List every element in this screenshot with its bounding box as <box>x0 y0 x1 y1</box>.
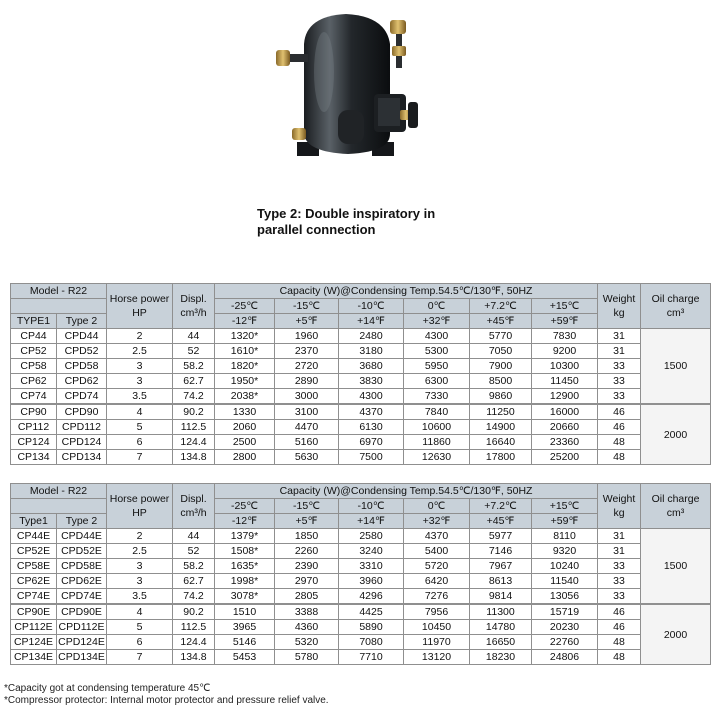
temp-c: +15℃ <box>532 499 598 514</box>
capacity-cell: 2970 <box>275 574 339 589</box>
capacity-cell: 1610* <box>215 344 275 359</box>
type2-cell: CPD124E <box>58 636 105 648</box>
capacity-cell: 2805 <box>275 589 339 605</box>
capacity-cell: 3240 <box>339 544 404 559</box>
model-header-spacer <box>11 299 107 314</box>
caption-line-1: Type 2: Double inspiratory in <box>257 206 436 221</box>
capacity-cell: 9320 <box>532 544 598 559</box>
model-header: Model - R22 <box>11 284 107 299</box>
oil-charge-cell: 1500 <box>641 329 711 405</box>
table-row <box>11 529 711 544</box>
temp-f: +32℉ <box>404 514 470 529</box>
table-row <box>11 635 711 650</box>
table-row <box>11 620 711 635</box>
hp-cell: 7 <box>107 650 173 665</box>
table-row <box>11 559 711 574</box>
type2-header: Type 2 <box>57 514 107 529</box>
type1-cell: CP52E <box>11 544 57 559</box>
weight-cell: 33 <box>598 389 641 405</box>
model-header: Model - R22 <box>11 484 107 499</box>
table-row <box>11 404 711 420</box>
capacity-cell: 11450 <box>532 374 598 389</box>
type1-cell: CP44E <box>11 529 57 544</box>
weight-cell: 31 <box>598 529 641 544</box>
weight-header: Weight kg <box>598 284 641 329</box>
hp-cell: 2 <box>107 529 173 544</box>
temp-c: 0℃ <box>404 299 470 314</box>
weight-cell: 33 <box>598 574 641 589</box>
compressor-photo <box>262 2 442 170</box>
capacity-cell: 7710 <box>339 650 404 665</box>
oil-charge-cell: 1500 <box>641 529 711 605</box>
capacity-cell: 6130 <box>339 420 404 435</box>
hp-cell: 6 <box>107 435 173 450</box>
capacity-cell: 5977 <box>470 529 532 544</box>
capacity-cell: 5780 <box>275 650 339 665</box>
capacity-cell: 3965 <box>215 620 275 635</box>
capacity-cell: 5720 <box>404 559 470 574</box>
type1-cell: CP90E <box>11 604 57 620</box>
capacity-cell: 6420 <box>404 574 470 589</box>
capacity-cell: 2260 <box>275 544 339 559</box>
capacity-cell: 1510 <box>215 604 275 620</box>
capacity-cell: 1998* <box>215 574 275 589</box>
capacity-cell: 3100 <box>275 404 339 420</box>
oil-charge-cell: 2000 <box>641 604 711 665</box>
hp-cell: 4 <box>107 604 173 620</box>
table-row <box>11 374 711 389</box>
type2-cell: CPD44 <box>57 329 107 344</box>
capacity-cell: 2890 <box>275 374 339 389</box>
temp-f: +14℉ <box>339 514 404 529</box>
type1-cell: CP52 <box>11 344 57 359</box>
weight-cell: 33 <box>598 559 641 574</box>
hp-cell: 6 <box>107 635 173 650</box>
capacity-cell: 11970 <box>404 635 470 650</box>
capacity-cell: 3960 <box>339 574 404 589</box>
type2-cell: CPD62E <box>57 574 107 589</box>
capacity-cell: 3000 <box>275 389 339 405</box>
capacity-cell: 11300 <box>470 604 532 620</box>
capacity-cell: 5160 <box>275 435 339 450</box>
type1-cell: CP62E <box>11 574 57 589</box>
displ-cell: 124.4 <box>173 635 215 650</box>
weight-cell: 48 <box>598 450 641 465</box>
table-row <box>11 420 711 435</box>
footnote: *Capacity got at condensing temperature 45℃ <box>4 683 211 694</box>
type1-cell: CP124 <box>11 435 57 450</box>
capacity-cell: 11540 <box>532 574 598 589</box>
temp-f: +5℉ <box>275 514 339 529</box>
capacity-cell: 5400 <box>404 544 470 559</box>
table-row <box>11 344 711 359</box>
hp-cell: 3 <box>107 574 173 589</box>
displ-cell: 52 <box>173 344 215 359</box>
capacity-cell: 2038* <box>215 389 275 405</box>
temp-f: +45℉ <box>470 514 532 529</box>
capacity-cell: 5146 <box>215 635 275 650</box>
capacity-cell: 20230 <box>532 620 598 635</box>
capacity-cell: 16650 <box>470 635 532 650</box>
capacity-cell: 10600 <box>404 420 470 435</box>
displ-cell: 62.7 <box>173 374 215 389</box>
capacity-cell: 7956 <box>404 604 470 620</box>
capacity-cell: 2390 <box>275 559 339 574</box>
type1-cell: CP62 <box>11 374 57 389</box>
table-row <box>11 329 711 344</box>
type1-cell: CP90 <box>11 404 57 420</box>
capacity-cell: 11250 <box>470 404 532 420</box>
capacity-cell: 5770 <box>470 329 532 344</box>
capacity-cell: 2370 <box>275 344 339 359</box>
temp-f: +14℉ <box>339 314 404 329</box>
capacity-cell: 10240 <box>532 559 598 574</box>
displ-cell: 62.7 <box>173 574 215 589</box>
capacity-cell: 7330 <box>404 389 470 405</box>
capacity-cell: 5453 <box>215 650 275 665</box>
type1-cell: CP74E <box>11 589 57 605</box>
capacity-cell: 12630 <box>404 450 470 465</box>
type2-cell: CPD90E <box>57 604 107 620</box>
temp-f: +59℉ <box>532 514 598 529</box>
hp-cell: 3 <box>107 359 173 374</box>
capacity-cell: 7276 <box>404 589 470 605</box>
capacity-cell: 8613 <box>470 574 532 589</box>
capacity-cell: 23360 <box>532 435 598 450</box>
model-header-spacer <box>11 499 107 514</box>
capacity-cell: 4370 <box>404 529 470 544</box>
weight-cell: 48 <box>598 435 641 450</box>
temp-c: +7.2℃ <box>470 299 532 314</box>
capacity-cell: 16640 <box>470 435 532 450</box>
weight-cell: 31 <box>598 344 641 359</box>
displ-cell: 90.2 <box>173 604 215 620</box>
displ-header: Displ. cm³/h <box>173 484 215 529</box>
temp-f: -12℉ <box>215 514 275 529</box>
temp-c: -10℃ <box>339 499 404 514</box>
temp-f: +59℉ <box>532 314 598 329</box>
type2-cell: CPD58E <box>57 559 107 574</box>
table-row <box>11 435 711 450</box>
spec-table-standard <box>10 283 711 465</box>
capacity-cell: 7050 <box>470 344 532 359</box>
weight-header: Weight kg <box>598 484 641 529</box>
capacity-cell: 24806 <box>532 650 598 665</box>
type2-cell: CPD134E <box>58 651 105 663</box>
capacity-cell: 13056 <box>532 589 598 605</box>
type2-cell: CPD90 <box>57 404 107 420</box>
type1-header: TYPE1 <box>11 314 57 329</box>
capacity-cell: 9200 <box>532 344 598 359</box>
capacity-cell: 9814 <box>470 589 532 605</box>
capacity-cell: 1330 <box>215 404 275 420</box>
temp-c: -15℃ <box>275 299 339 314</box>
type1-cell: CP74 <box>11 389 57 405</box>
capacity-cell: 4360 <box>275 620 339 635</box>
hp-header: Horse power HP <box>107 284 173 329</box>
capacity-cell: 2720 <box>275 359 339 374</box>
table-row <box>11 389 711 405</box>
spec-table-e-series <box>10 483 711 665</box>
capacity-cell: 8500 <box>470 374 532 389</box>
capacity-cell: 15719 <box>532 604 598 620</box>
capacity-cell: 3078* <box>215 589 275 605</box>
hp-cell: 5 <box>107 620 173 635</box>
type2-cell: CPD58 <box>57 359 107 374</box>
footnotes <box>4 683 329 707</box>
capacity-cell: 6970 <box>339 435 404 450</box>
capacity-cell: 13120 <box>404 650 470 665</box>
capacity-cell: 2480 <box>339 329 404 344</box>
type1-cell: CP58E <box>11 559 57 574</box>
displ-header: Displ. cm³/h <box>173 284 215 329</box>
table-row <box>11 650 711 665</box>
type2-cell: CPD44E <box>57 529 107 544</box>
temp-c: -10℃ <box>339 299 404 314</box>
weight-cell: 33 <box>598 374 641 389</box>
type2-cell: CPD62 <box>57 374 107 389</box>
type2-header: Type 2 <box>57 314 107 329</box>
temp-c: 0℃ <box>404 499 470 514</box>
capacity-cell: 25200 <box>532 450 598 465</box>
displ-cell: 112.5 <box>173 420 215 435</box>
weight-cell: 48 <box>598 635 641 650</box>
table-body <box>11 329 711 465</box>
hp-cell: 3.5 <box>107 589 173 605</box>
type1-cell: CP112E <box>11 620 57 635</box>
capacity-cell: 10450 <box>404 620 470 635</box>
capacity-cell: 9860 <box>470 389 532 405</box>
hp-cell: 2 <box>107 329 173 344</box>
hp-cell: 3 <box>107 559 173 574</box>
capacity-cell: 22760 <box>532 635 598 650</box>
capacity-header: Capacity (W)@Condensing Temp.54.5℃/130℉, 50HZ <box>215 484 598 499</box>
capacity-cell: 4300 <box>339 389 404 405</box>
displ-cell: 58.2 <box>173 359 215 374</box>
displ-cell: 44 <box>173 329 215 344</box>
type1-cell: CP134E <box>11 650 57 665</box>
weight-cell: 48 <box>598 650 641 665</box>
capacity-cell: 3680 <box>339 359 404 374</box>
weight-cell: 46 <box>598 620 641 635</box>
weight-cell: 46 <box>598 404 641 420</box>
type2-cell: CPD134 <box>57 450 107 465</box>
capacity-cell: 11860 <box>404 435 470 450</box>
hp-cell: 5 <box>107 420 173 435</box>
capacity-cell: 2580 <box>339 529 404 544</box>
capacity-cell: 3180 <box>339 344 404 359</box>
capacity-cell: 4425 <box>339 604 404 620</box>
type1-cell: CP44 <box>11 329 57 344</box>
displ-cell: 58.2 <box>173 559 215 574</box>
weight-cell: 46 <box>598 420 641 435</box>
capacity-cell: 7900 <box>470 359 532 374</box>
capacity-cell: 5890 <box>339 620 404 635</box>
oil-charge-cell: 2000 <box>641 404 711 465</box>
capacity-cell: 5950 <box>404 359 470 374</box>
type1-cell: CP112 <box>11 420 57 435</box>
capacity-cell: 17800 <box>470 450 532 465</box>
type1-header: Type1 <box>11 514 57 529</box>
type2-cell: CPD52 <box>57 344 107 359</box>
hp-header: Horse power HP <box>107 484 173 529</box>
temp-c: -25℃ <box>215 299 275 314</box>
capacity-cell: 1320* <box>215 329 275 344</box>
capacity-cell: 20660 <box>532 420 598 435</box>
footnote: *Compressor protector: Internal motor protector and pressure relief valve. <box>4 695 329 706</box>
capacity-cell: 1820* <box>215 359 275 374</box>
temp-f: +32℉ <box>404 314 470 329</box>
capacity-cell: 12900 <box>532 389 598 405</box>
table-body <box>11 529 711 665</box>
capacity-cell: 16000 <box>532 404 598 420</box>
table-row <box>11 604 711 620</box>
table-row <box>11 589 711 605</box>
capacity-cell: 5630 <box>275 450 339 465</box>
caption-line-2: parallel connection <box>257 222 376 237</box>
weight-cell: 33 <box>598 359 641 374</box>
oil-charge-header: Oil charge cm³ <box>641 484 711 529</box>
type1-cell: CP124E <box>11 635 57 650</box>
capacity-cell: 4470 <box>275 420 339 435</box>
capacity-cell: 1379* <box>215 529 275 544</box>
capacity-cell: 7500 <box>339 450 404 465</box>
type2-cell: CPD74 <box>57 389 107 405</box>
displ-cell: 134.8 <box>173 450 215 465</box>
hp-cell: 2.5 <box>107 544 173 559</box>
capacity-cell: 6300 <box>404 374 470 389</box>
type2-cell: CPD124 <box>57 435 107 450</box>
type2-cell: CPD112 <box>57 420 107 435</box>
oil-charge-header: Oil charge cm³ <box>641 284 711 329</box>
weight-cell: 46 <box>598 604 641 620</box>
temp-c: -25℃ <box>215 499 275 514</box>
capacity-cell: 5320 <box>275 635 339 650</box>
displ-cell: 134.8 <box>173 650 215 665</box>
capacity-cell: 8110 <box>532 529 598 544</box>
capacity-header: Capacity (W)@Condensing Temp.54.5℃/130℉, 50HZ <box>215 284 598 299</box>
capacity-cell: 4300 <box>404 329 470 344</box>
type2-cell: CPD112E <box>57 620 107 635</box>
displ-cell: 74.2 <box>173 389 215 405</box>
type2-cell: CPD52E <box>57 544 107 559</box>
capacity-cell: 7080 <box>339 635 404 650</box>
capacity-cell: 1960 <box>275 329 339 344</box>
temp-f: -12℉ <box>215 314 275 329</box>
capacity-cell: 2500 <box>215 435 275 450</box>
displ-cell: 112.5 <box>173 620 215 635</box>
caption <box>257 206 435 238</box>
capacity-cell: 7830 <box>532 329 598 344</box>
capacity-cell: 1508* <box>215 544 275 559</box>
capacity-cell: 10300 <box>532 359 598 374</box>
weight-cell: 31 <box>598 544 641 559</box>
capacity-cell: 3388 <box>275 604 339 620</box>
capacity-cell: 1950* <box>215 374 275 389</box>
type2-cell: CPD74E <box>57 589 107 605</box>
hp-cell: 3 <box>107 374 173 389</box>
capacity-cell: 4296 <box>339 589 404 605</box>
hp-cell: 2.5 <box>107 344 173 359</box>
table-row <box>11 574 711 589</box>
capacity-cell: 14900 <box>470 420 532 435</box>
displ-cell: 74.2 <box>173 589 215 605</box>
temp-f: +5℉ <box>275 314 339 329</box>
temp-c: +15℃ <box>532 299 598 314</box>
capacity-cell: 2060 <box>215 420 275 435</box>
capacity-cell: 7967 <box>470 559 532 574</box>
capacity-cell: 18230 <box>470 650 532 665</box>
type1-cell: CP58 <box>11 359 57 374</box>
table-row <box>11 450 711 465</box>
displ-cell: 52 <box>173 544 215 559</box>
capacity-cell: 7146 <box>470 544 532 559</box>
capacity-cell: 1635* <box>215 559 275 574</box>
capacity-cell: 14780 <box>470 620 532 635</box>
temp-c: -15℃ <box>275 499 339 514</box>
capacity-cell: 5300 <box>404 344 470 359</box>
displ-cell: 44 <box>173 529 215 544</box>
capacity-cell: 3830 <box>339 374 404 389</box>
table-row <box>11 544 711 559</box>
weight-cell: 31 <box>598 329 641 344</box>
hp-cell: 4 <box>107 404 173 420</box>
capacity-cell: 1850 <box>275 529 339 544</box>
displ-cell: 124.4 <box>173 435 215 450</box>
capacity-cell: 4370 <box>339 404 404 420</box>
weight-cell: 33 <box>598 589 641 605</box>
capacity-cell: 7840 <box>404 404 470 420</box>
capacity-cell: 3310 <box>339 559 404 574</box>
capacity-cell: 2800 <box>215 450 275 465</box>
hp-cell: 7 <box>107 450 173 465</box>
type1-cell: CP134 <box>11 450 57 465</box>
hp-cell: 3.5 <box>107 389 173 405</box>
temp-f: +45℉ <box>470 314 532 329</box>
table-row <box>11 359 711 374</box>
temp-c: +7.2℃ <box>470 499 532 514</box>
displ-cell: 90.2 <box>173 404 215 420</box>
